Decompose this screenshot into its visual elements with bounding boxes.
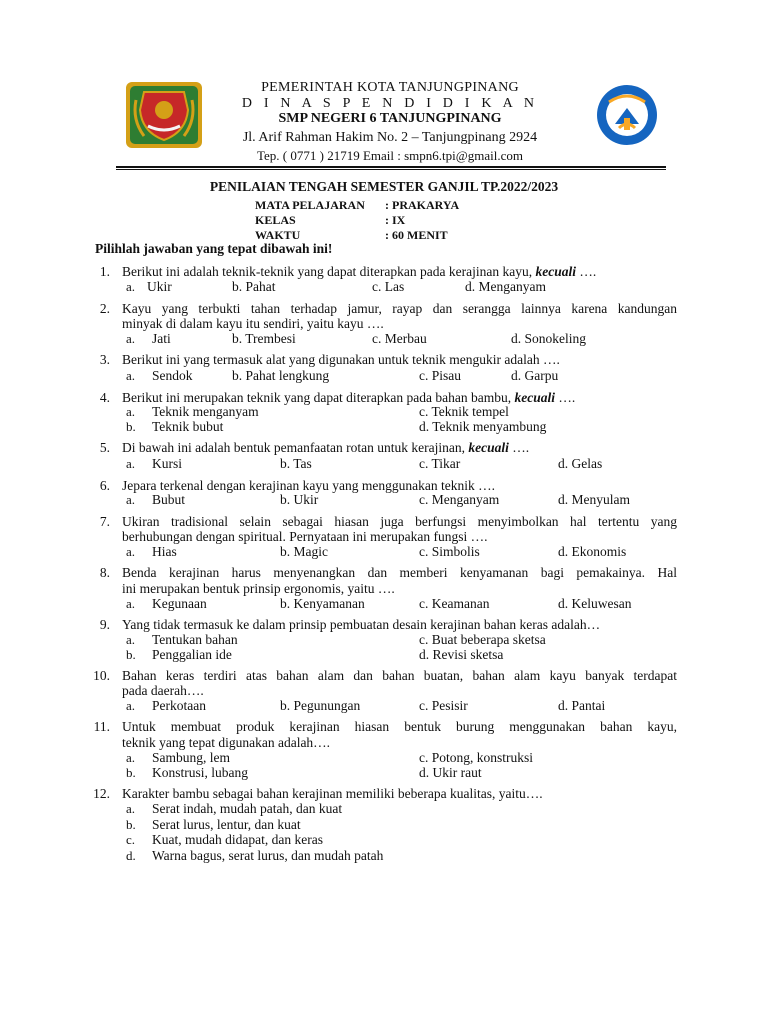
header-department: D I N A S P E N D I D I K A N xyxy=(241,96,539,111)
option-c: c. Keamanan xyxy=(419,596,490,611)
question-number: 10. xyxy=(93,668,110,683)
question-text-line2: ini merupakan bentuk prinsip ergonomis, yaitu …. xyxy=(122,581,395,596)
question-text-line2: minyak di dalam kayu itu sendiri, yaitu kayu …. xyxy=(122,316,384,331)
option-a: Jati xyxy=(152,331,171,346)
question-text: Berikut ini yang termasuk alat yang digunakan untuk teknik mengukir adalah …. xyxy=(122,352,560,367)
header-government: PEMERINTAH KOTA TANJUNGPINANG xyxy=(261,80,519,95)
question-text-part: Berikut ini adalah teknik-teknik yang dapat diterapkan pada kerajinan kayu, xyxy=(122,264,536,279)
option-d: d. Teknik menyambung xyxy=(419,419,547,434)
option-d: d. Menganyam xyxy=(465,279,546,294)
option-letter: c. xyxy=(126,832,136,847)
option-c: c. Teknik tempel xyxy=(419,404,509,419)
option-c: c. Buat beberapa sketsa xyxy=(419,632,546,647)
option-b: b. Magic xyxy=(280,544,328,559)
option-b: b. Ukir xyxy=(280,492,319,507)
option-letter: b. xyxy=(126,765,136,780)
option-a: Perkotaan xyxy=(152,698,206,713)
option-d: d. Ekonomis xyxy=(558,544,627,559)
option-letter: a. xyxy=(126,279,136,294)
option-a: Kegunaan xyxy=(152,596,207,611)
option-a: Serat indah, mudah patah, dan kuat xyxy=(152,801,343,816)
option-b: Konstrusi, lubang xyxy=(152,765,248,780)
header-school-name: SMP NEGERI 6 TANJUNGPINANG xyxy=(278,111,502,126)
option-letter: a. xyxy=(126,368,136,383)
question-text-line2: teknik yang tepat digunakan adalah…. xyxy=(122,735,331,750)
option-b: Serat lurus, lentur, dan kuat xyxy=(152,817,301,832)
option-letter: a. xyxy=(126,456,136,471)
option-c: c. Pisau xyxy=(419,368,461,383)
question-number: 5. xyxy=(99,440,110,455)
option-a: Sendok xyxy=(152,368,193,383)
question-emphasis: kecuali xyxy=(535,264,576,279)
question-text xyxy=(122,264,677,280)
option-letter: a. xyxy=(126,632,136,647)
option-d: d. Revisi sketsa xyxy=(419,647,504,662)
option-letter: a. xyxy=(126,404,136,419)
tut-wuri-handayani-logo xyxy=(595,80,659,150)
question-number: 11. xyxy=(93,719,110,734)
class-label: KELAS xyxy=(255,213,296,227)
option-c: c. Las xyxy=(372,279,405,294)
subject-label: MATA PELAJARAN xyxy=(255,198,365,212)
option-c: c. Menganyam xyxy=(419,492,500,507)
option-letter: a. xyxy=(126,544,136,559)
option-c: c. Tikar xyxy=(419,456,461,471)
option-a: Kursi xyxy=(152,456,182,471)
question-text-part: …. xyxy=(555,390,576,405)
option-letter: a. xyxy=(126,331,136,346)
question-text: Benda kerajinan harus menyenangkan dan memberi kenyamanan bagi pemakainya. Hal xyxy=(122,565,677,580)
question-text: Jepara terkenal dengan kerajinan kayu yang menggunakan teknik …. xyxy=(122,478,495,493)
question-number: 1. xyxy=(99,264,110,279)
class-value: : IX xyxy=(385,213,406,227)
option-b: b. Trembesi xyxy=(232,331,296,346)
option-d: d. Gelas xyxy=(558,456,603,471)
question-number: 4. xyxy=(99,390,110,405)
option-d: d. Menyulam xyxy=(558,492,630,507)
question-emphasis: kecuali xyxy=(514,390,555,405)
option-d: d. Keluwesan xyxy=(558,596,632,611)
option-d: d. Sonokeling xyxy=(511,331,587,346)
question-text: Kayu yang terbukti tahan terhadap jamur, rayap dan serangga lainnya karena kandungan xyxy=(122,301,677,316)
option-a: Tentukan bahan xyxy=(152,632,238,647)
question-text xyxy=(122,440,677,456)
question-text: Karakter bambu sebagai bahan kerajinan memiliki beberapa kualitas, yaitu…. xyxy=(122,786,543,801)
header-address: Jl. Arif Rahman Hakim No. 2 – Tanjungpinang 2924 xyxy=(242,130,538,145)
question-text-part: Berikut ini merupakan teknik yang dapat diterapkan pada bahan bambu, xyxy=(122,390,515,405)
question-number: 8. xyxy=(99,565,110,580)
question-text-part: …. xyxy=(575,264,597,279)
question-text: Untuk membuat produk kerajinan hiasan bentuk burung menggunakan bahan kayu, xyxy=(122,719,677,734)
subject-value: : PRAKARYA xyxy=(385,198,460,212)
option-b: Teknik bubut xyxy=(152,419,224,434)
exam-title: PENILAIAN TENGAH SEMESTER GANJIL TP.2022/2023 xyxy=(209,179,559,194)
question-number: 6. xyxy=(99,478,110,493)
option-letter: a. xyxy=(126,596,136,611)
option-letter: a. xyxy=(126,492,136,507)
option-b: b. Pahat xyxy=(232,279,276,294)
header-contact: Tep. ( 0771 ) 21719 Email : smpn6.tpi@gmail.com xyxy=(257,148,523,163)
option-d: Warna bagus, serat lurus, dan mudah patah xyxy=(152,848,384,863)
option-letter: b. xyxy=(126,817,136,832)
option-letter: b. xyxy=(126,419,136,434)
question-text-line2: berhubungan dengan spiritual. Pernyataan ini merupakan fungsi …. xyxy=(122,529,488,544)
option-a: Hias xyxy=(152,544,177,559)
option-letter: d. xyxy=(126,848,136,863)
option-b: b. Pegunungan xyxy=(280,698,361,713)
option-a: Sambung, lem xyxy=(152,750,230,765)
question-number: 3. xyxy=(99,352,110,367)
option-letter: a. xyxy=(126,698,136,713)
question-text: Ukiran tradisional selain sebagai hiasan juga berfungsi menyimbolkan hal tertentu yang xyxy=(122,514,677,529)
option-b: b. Kenyamanan xyxy=(280,596,365,611)
question-number: 7. xyxy=(99,514,110,529)
header-divider-thin xyxy=(116,169,666,170)
option-a: Bubut xyxy=(152,492,186,507)
header-divider-thick xyxy=(116,166,666,168)
question-text-part: …. xyxy=(508,440,530,455)
time-value: : 60 MENIT xyxy=(385,228,448,242)
option-b: b. Pahat lengkung xyxy=(232,368,330,383)
time-label: WAKTU xyxy=(255,228,301,242)
question-text-line2: pada daerah…. xyxy=(122,683,204,698)
question-text-part: Di bawah ini adalah bentuk pemanfaatan rotan untuk kerajinan, xyxy=(122,440,469,455)
question-number: 12. xyxy=(93,786,110,801)
option-a: Ukir xyxy=(147,279,172,294)
option-letter: a. xyxy=(126,750,136,765)
option-c: c. Potong, konstruksi xyxy=(419,750,534,765)
option-d: d. Pantai xyxy=(558,698,606,713)
option-c: c. Simbolis xyxy=(419,544,480,559)
question-number: 2. xyxy=(99,301,110,316)
option-a: Teknik menganyam xyxy=(152,404,259,419)
instruction: Pilihlah jawaban yang tepat dibawah ini! xyxy=(95,241,333,256)
option-c: c. Merbau xyxy=(372,331,427,346)
option-b: Penggalian ide xyxy=(152,647,232,662)
question-number: 9. xyxy=(99,617,110,632)
option-c: Kuat, mudah didapat, dan keras xyxy=(152,832,323,847)
option-d: d. Garpu xyxy=(511,368,559,383)
option-b: b. Tas xyxy=(280,456,312,471)
option-d: d. Ukir raut xyxy=(419,765,482,780)
option-letter: b. xyxy=(126,647,136,662)
option-c: c. Pesisir xyxy=(419,698,468,713)
question-text: Bahan keras terdiri atas bahan alam dan bahan buatan, bahan alam kayu banyak terdapat xyxy=(122,668,677,683)
question-text: Yang tidak termasuk ke dalam prinsip pembuatan desain kerajinan bahan keras adalah… xyxy=(122,617,601,632)
option-letter: a. xyxy=(126,801,136,816)
question-emphasis: kecuali xyxy=(468,440,509,455)
